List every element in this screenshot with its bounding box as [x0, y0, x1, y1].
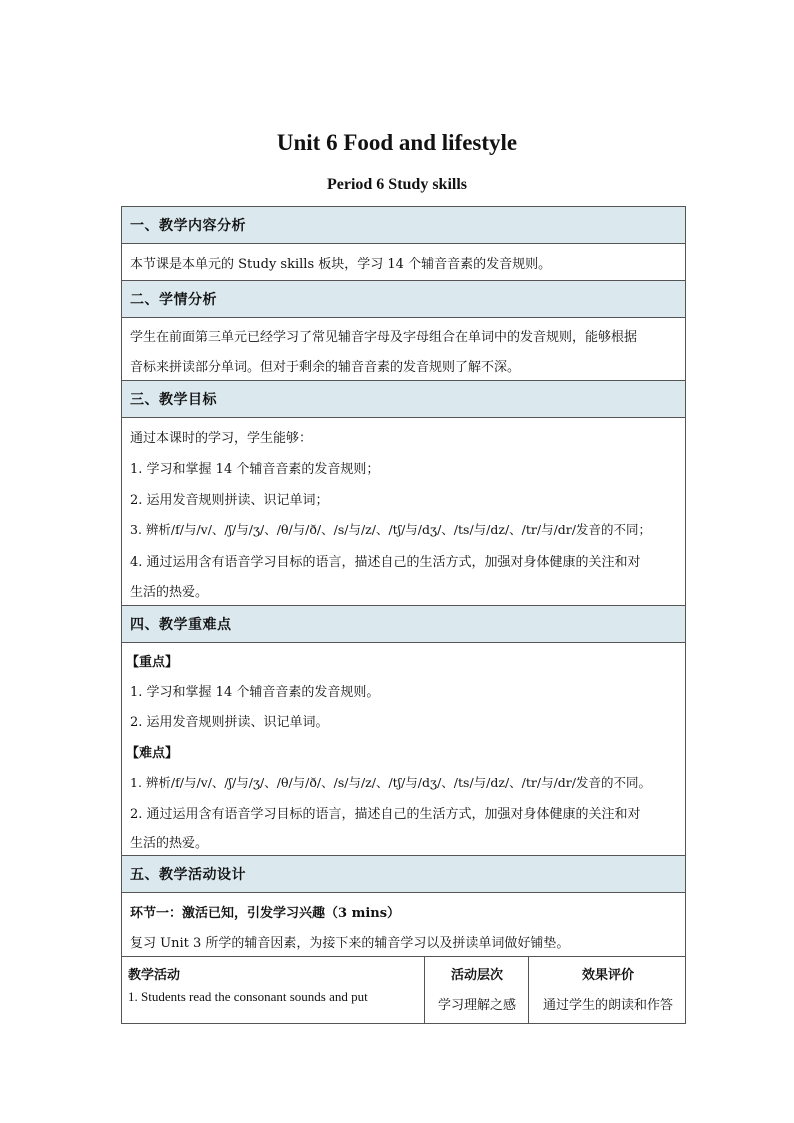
section-2-body: [121, 317, 686, 380]
table-bottom-border: [121, 1023, 686, 1024]
evaluation-row-1: 通过学生的朗读和作答: [542, 998, 673, 1013]
section-3-item-4b: 生活的热爱。: [130, 585, 209, 600]
section-2-line-2: 音标来拼读部分单词。但对于剩余的辅音音素的发音规则了解不深。: [130, 360, 521, 375]
level-header: 活动层次: [450, 968, 503, 983]
step-1-heading: 环节一：激活已知，引发学习兴趣（3 mins）: [130, 906, 401, 921]
section-3-body: [121, 417, 686, 605]
key-point-1: 1. 学习和掌握 14 个辅音音素的发音规则。: [130, 685, 380, 700]
step-1-text: 复习 Unit 3 所学的辅音因素，为接下来的辅音学习以及拼读单词做好铺垫。: [130, 936, 570, 951]
section-3-header: [121, 380, 686, 417]
evaluation-column: [528, 957, 686, 1023]
section-5-header: [121, 855, 686, 892]
section-3-item-4a: 4. 通过运用含有语音学习目标的语言，描述自己的生活方式，加强对身体健康的关注和对: [130, 555, 641, 570]
section-3-title: 三、教学目标: [130, 392, 217, 408]
key-point-2: 2. 运用发音规则拼读、识记单词。: [130, 715, 329, 730]
section-5-body: [121, 892, 686, 956]
difficult-point-2b: 生活的热爱。: [130, 836, 209, 851]
section-1-text: 本节课是本单元的 Study skills 板块，学习 14 个辅音音素的发音规则。: [130, 257, 552, 272]
section-1-body: [121, 243, 686, 280]
level-row-1: 学习理解之感: [437, 998, 516, 1013]
difficult-point-2a: 2. 通过运用含有语音学习目标的语言，描述自己的生活方式，加强对身体健康的关注和对: [130, 807, 641, 822]
difficult-point-1: 1. 辨析/f/与/v/、/ʃ/与/ʒ/、/θ/与/ð/、/s/与/z/、/tʃ/与/dʒ/、/ts/与/dz/、/tr/与/dr/发音的不同。: [130, 775, 651, 790]
section-3-item-2: 2. 运用发音规则拼读、识记单词；: [130, 493, 329, 508]
activity-row-1: 1. Students read the consonant sounds and put: [128, 989, 368, 1004]
section-4-header: [121, 605, 686, 642]
activity-table: [121, 956, 686, 1023]
activity-column: [122, 957, 424, 1023]
section-2-title: 二、学情分析: [130, 292, 217, 308]
evaluation-header: 效果评价: [581, 968, 634, 983]
document-title: Unit 6 Food and lifestyle: [276, 130, 518, 155]
section-1-header: [121, 206, 686, 243]
section-3-item-3: 3. 辨析/f/与/v/、/ʃ/与/ʒ/、/θ/与/ð/、/s/与/z/、/tʃ/与/dʒ/、/ts/与/dz/、/tr/与/dr/发音的不同；: [130, 522, 651, 537]
section-2-header: [121, 280, 686, 317]
section-3-item-1: 1. 学习和掌握 14 个辅音音素的发音规则；: [130, 462, 380, 477]
section-1-title: 一、教学内容分析: [130, 218, 246, 234]
key-points-heading: 【重点】: [126, 655, 179, 670]
section-4-body: [121, 642, 686, 855]
section-2-line-1: 学生在前面第三单元已经学习了常见辅音字母及字母组合在单词中的发音规则，能够根据: [130, 330, 638, 345]
section-3-intro: 通过本课时的学习，学生能够：: [130, 431, 313, 446]
difficult-points-heading: 【难点】: [126, 746, 179, 761]
section-5-title: 五、教学活动设计: [130, 867, 246, 883]
document-subtitle: Period 6 Study skills: [326, 176, 468, 193]
activity-header: 教学活动: [128, 968, 181, 983]
level-column: [424, 957, 528, 1023]
section-4-title: 四、教学重难点: [130, 617, 232, 633]
